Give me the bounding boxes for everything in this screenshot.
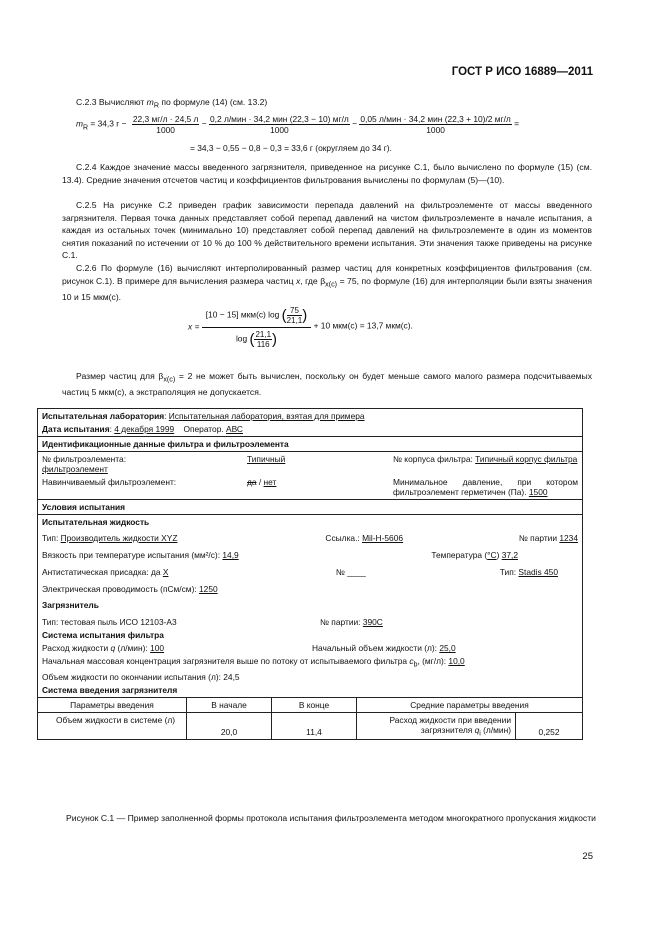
paragraph-c26: С.2.6 По формуле (16) вычисляют интерполированный размер частиц для конкретных коэффициентов фильтрования (см. рисунок С.1). В примере для вычисления размера частиц x, где $\beta_{x(c)} = 75$, по формуле (16) для интерполяции были взяты значения 10 и 15 мкм(с).: [62, 263, 592, 302]
paragraph-c25: С.2.5 На рисунке С.2 приведен график зависимости перепада давлений на фильтроэлементе от массы введенного загрязнителя. Первая точка данных представляет собой перепад давлений на чистом фильтроэлементе в начале испытания, а каждая из остальных точек (минимально 10) представляет собой перепад давлений на фильтроэлементе в один из моментов снятия показаний по истечении от 10 % до 100 % действительного времени испытания. Эти значения также приведены на рисунке С.1.: [62, 200, 592, 261]
elem-type-value: Типичный: [247, 454, 286, 464]
formula-mr-result: = 34,3 − 0,55 − 0,8 − 0,3 = 33,6 г (округляем до 34 г).: [190, 143, 392, 153]
lab-value: Испытательная лаборатория, взятая для примера: [168, 411, 365, 421]
ident-title: Идентификационные данные фильтра и фильтроэлемента: [38, 437, 583, 452]
paragraph-c27: Размер частиц для $\beta_{x(c)} = 2$ не может быть вычислен, поскольку он будет меньше самого малого размера подсчитываемых частиц 5 мкм(с), а экстраполяция не допускается.: [62, 371, 592, 398]
formula-interpolation: x = [10 − 15] мкм(с) log ( $\frac{75}{21,1}$ ) log ( $\frac{21,1}{116}$ ) + 10 мкм(с) = 13,7 мкм(с).: [188, 306, 413, 349]
operator-value: АВС: [226, 424, 243, 434]
page-number: 25: [582, 851, 593, 862]
lab-cell: Испытательная лаборатория: Испытательная лаборатория, взятая для примера Дата испытания: 4 декабря 1999 Оператор. АВС: [38, 409, 583, 437]
injection-table-cell: [38, 697, 583, 740]
date-value: 4 декабря 1999: [114, 424, 175, 434]
paragraph-c23: С.2.3 Вычисляют $m_R$ по формуле (14) (см. 13.2): [76, 97, 268, 110]
figure-caption: Рисунок С.1 — Пример заполненной формы протокола испытания фильтроэлемента методом многократного пропускания жидкости: [66, 813, 596, 823]
conditions-title: Условия испытания: [38, 500, 583, 515]
injection-table: Параметры введения В начале В конце Средние параметры введения Объем жидкости в системе (л) 20,0 11,4 Расход жидкости при введении загрязнителя $q_i$ (л/мин) 0,252: [38, 698, 582, 740]
formula-mr: $m_R = 34,3$ г − $\frac{22,3 мг/л \cdot 24,5 л}{1000}$ − $\frac{\text{0,2 л/мин · 34,2 мин (22,3 − 10) мг/л}}{1000}$ − $\frac{\text{0,05 л/мин · 34,2 мин (22,3 + 10)/2 мг/л}}{1000}$ =: [76, 114, 520, 135]
ident-cell: № фильтроэлемента: фильтроэлемент Типичный № корпуса фильтра: Типичный корпус фильтра Навинчиваемый фильтроэлемент: да / нет Минимальное давление, при котором фильтроэлемент герметичен (Па). 1500: [38, 452, 583, 500]
page-header: ГОСТ Р ИСО 16889—2011: [451, 66, 593, 78]
paragraph-c24: С.2.4 Каждое значение массы введенного загрязнителя, приведенное на рисунке С.1, было вычислено по формуле (15) (см. 13.4). Средние значения отсчетов частиц и коэффициентов фильтрования вычислены по формулам (5)—(10).: [62, 162, 592, 185]
test-report-form: [37, 408, 583, 740]
fluid-cell: Испытательная жидкость Тип: Производитель жидкости XYZ Ссылка.: Mil-H-5606 № партии 1234 Вязкость при температуре испытания (мм²/с): 14,9 Температура (°С) 37,2 Антистатическая присадка: да X № ____ Тип: Stadis 450 Электрическая проводимость (пСм/см): 1250 Загрязнитель Тип: тестовая пыль ИСО 12103-А3 № партии: 390С Система испытания фильтра Расход жидкости q (л/мин): 100 Начальный объем жидкости (л): 25,0 Начальная массовая концентрация загрязнителя выше по потоку от испытываемого фильтра $c_b$, (мг/л): 10,0 Объем жидкости по окончании испытания (л): 24,5 Система введения загрязнителя: [38, 515, 583, 698]
